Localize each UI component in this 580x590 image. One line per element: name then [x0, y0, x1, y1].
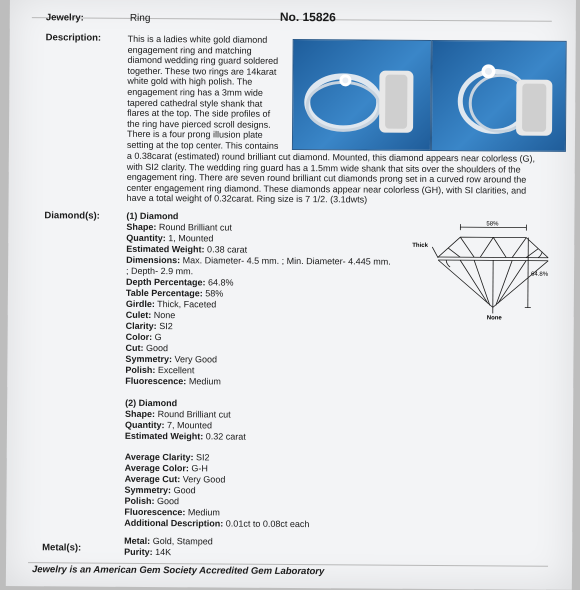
appraisal-page: [6, 0, 576, 590]
jewelry-label: Jewelry:: [46, 12, 84, 23]
metal-type: Metal: Gold, Stamped: [124, 536, 213, 547]
d1-color: Color: G: [126, 332, 162, 343]
d2-polish: Polish: Good: [124, 496, 179, 507]
diagram-table-pct: 58%: [486, 221, 499, 227]
diamonds-label: Diamond(s):: [44, 210, 99, 221]
d2-average-clarity: Average Clarity: SI2: [125, 452, 210, 463]
diagram-depth-pct: 64.8%: [531, 272, 549, 278]
d2-symmetry: Symmetry: Good: [125, 485, 196, 496]
footer-text: Jewelry is an American Gem Society Accredited Gem Laboratory: [32, 564, 324, 577]
d2-average-color: Average Color: G-H: [125, 463, 208, 474]
diagram-culet-label: None: [487, 315, 503, 321]
description-narrow-line: This is a ladies white gold diamond: [128, 34, 298, 46]
appraisal-number: No. 15826: [280, 10, 336, 24]
description-wide-line: engagement ring. There are seven round brilliant cut diamonds prong set in a curved row around the: [127, 172, 567, 186]
description-wide-line: a 0.38carat (estimated) round brilliant cut diamond. Mounted, this diamond appears near colorless (G),: [127, 151, 567, 165]
d1-quantity: Quantity: 1, Mounted: [126, 233, 213, 244]
description-label: Description:: [46, 32, 102, 43]
d2-additional-description: Additional Description: 0.01ct to 0.08ct each: [124, 518, 309, 530]
description-wide-line: have a total weight of 0.32carat. Ring size is 7 1/2. (3.1dwts): [127, 193, 567, 207]
d1-fluorescence: Fluorescence: Medium: [125, 376, 221, 387]
d1-dimensions-cont: ; Depth- 2.9 mm.: [126, 266, 193, 277]
d2-fluorescence: Fluorescence: Medium: [124, 507, 220, 518]
description-narrow-line: flares at the top. The side profiles of: [127, 108, 297, 120]
girdle-pointer: [432, 247, 438, 258]
description-narrow-line: engagement ring has a 3mm wide: [127, 87, 297, 99]
description-narrow-line: together. These two rings are 14karat: [127, 66, 297, 78]
ring-photo-front-image: [432, 41, 566, 151]
description-narrow-line: There is a four prong illusion plate: [127, 129, 297, 141]
description-narrow-line: engagement ring and matching: [128, 44, 298, 56]
d2-quantity: Quantity: 7, Mounted: [125, 420, 212, 431]
ring-photo-side-image: [293, 40, 431, 150]
d2-average-cut: Average Cut: Very Good: [125, 474, 226, 485]
description-narrow-line: setting at the top center. This contains: [127, 140, 297, 152]
d1-clarity: Clarity: SI2: [126, 321, 173, 332]
description-wide-line: center engagement ring diamond. These diamonds appear near colorless (GH), with SI clarities, and: [127, 183, 567, 197]
metal-purity: Purity: 14K: [124, 547, 171, 558]
d2-weight: Estimated Weight: 0.32 carat: [125, 431, 246, 443]
d1-girdle: Girdle: Thick, Faceted: [126, 299, 216, 310]
description-narrow-line: white gold with high polish. The: [127, 76, 297, 88]
description-text-wide: [127, 151, 567, 207]
d1-depth: Depth Percentage: 64.8%: [126, 277, 234, 289]
girdle-line: [438, 257, 548, 258]
d1-polish: Polish: Excellent: [125, 365, 194, 376]
d2-heading: (2) Diamond: [125, 398, 177, 409]
description-narrow-line: diamond wedding ring guard soldered: [128, 55, 298, 67]
d1-weight: Estimated Weight: 0.38 carat: [126, 244, 247, 256]
d1-heading: (1) Diamond: [126, 211, 178, 222]
d1-symmetry: Symmetry: Very Good: [125, 354, 217, 365]
ring-photo-side: [292, 39, 432, 151]
description-text-narrow: [127, 34, 298, 152]
description-wide-line: with SI2 clarity. The wedding ring guard has a 1.5mm wide shank that sits over the shoulders of the: [127, 161, 567, 175]
d1-dimensions: Dimensions: Max. Diameter- 4.5 mm. ; Min. Diameter- 4.445 mm.: [126, 255, 391, 268]
description-narrow-line: the ring have pierced scroll designs.: [127, 119, 297, 131]
metal-label: Metal(s):: [42, 542, 81, 553]
description-narrow-line: tapered cathedral style shank that: [127, 97, 297, 109]
jewelry-value: Ring: [130, 14, 151, 25]
diagram-girdle-label: Thick: [412, 243, 428, 249]
d1-table: Table Percentage: 58%: [126, 288, 223, 299]
d1-culet: Culet: None: [126, 310, 176, 321]
d1-cut: Cut: Good: [125, 343, 168, 354]
d2-shape: Shape: Round Brilliant cut: [125, 409, 231, 421]
crown-outline: [438, 237, 548, 258]
diamond-proportion-diagram: [408, 215, 569, 328]
ring-photo-front: [431, 40, 567, 152]
d1-shape: Shape: Round Brilliant cut: [126, 222, 232, 234]
